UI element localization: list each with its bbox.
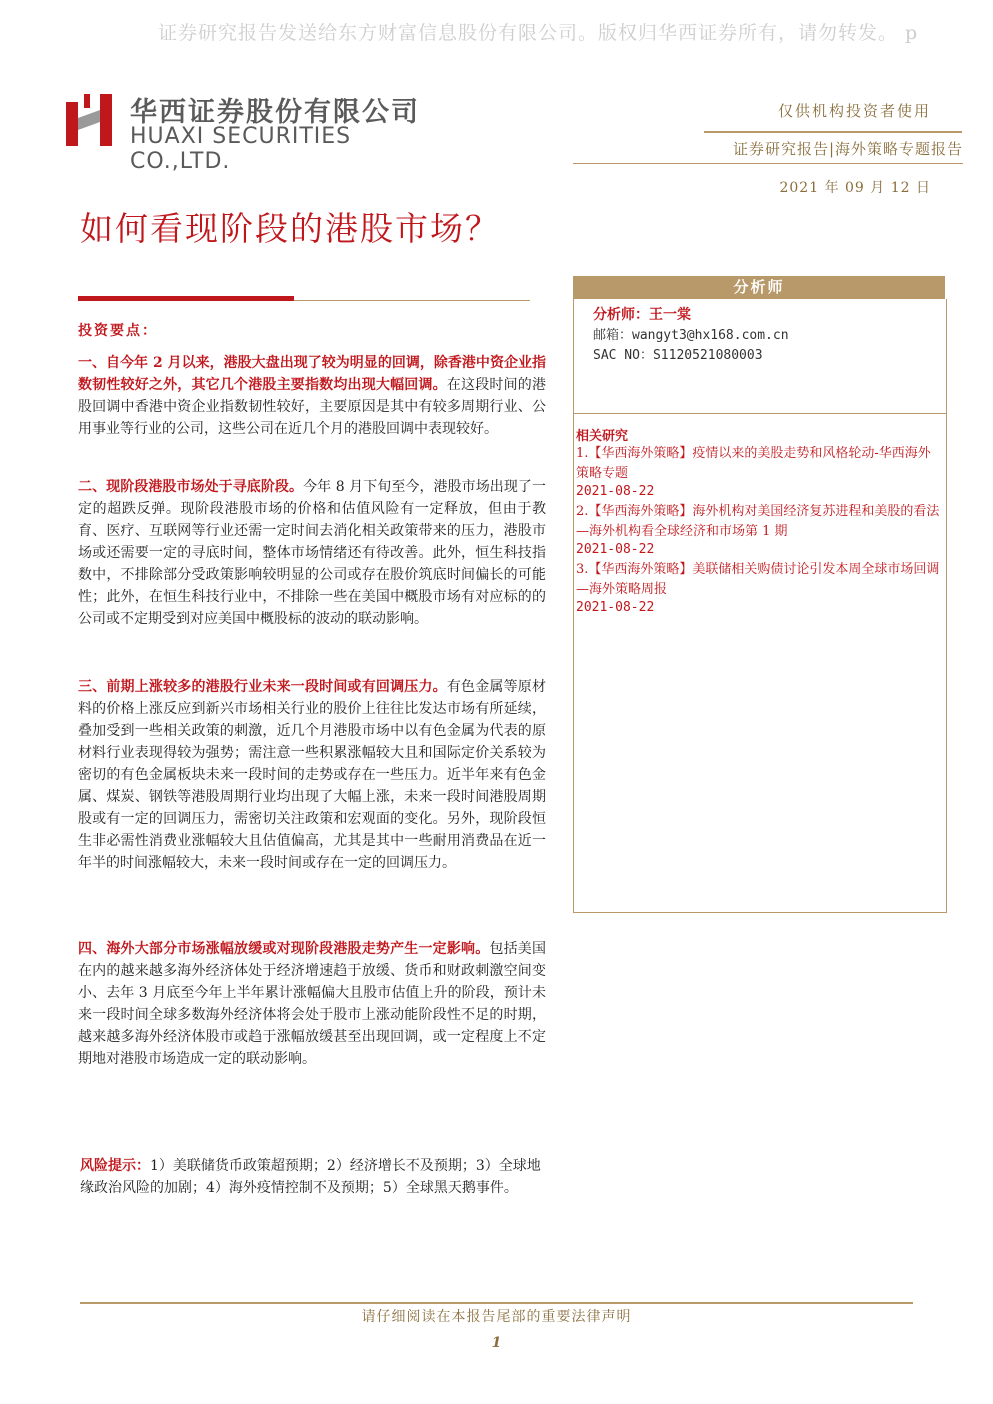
analyst-email: 邮箱：wangyt3@hx168.com.cn [593, 328, 789, 343]
title-underline-gold [294, 300, 530, 301]
related-item-2[interactable]: 2.【华西海外策略】海外机构对美国经济复苏进程和美股的看法—海外机构看全球经济和市场第 1 期 [576, 504, 940, 539]
risk-warning-text: 1）美联储货币政策超预期；2）经济增长不及预期；3）全球地缘政治风险的加剧；4）海外疫情控制不及预期；5）全球黑天鹅事件。 [80, 1158, 541, 1196]
section-4 [78, 938, 546, 1070]
related-item-1[interactable]: 1.【华西海外策略】疫情以来的美股走势和风格轮动-华西海外策略专题 [576, 446, 931, 481]
huaxi-logo-icon [64, 92, 116, 148]
company-name-cn: 华西证券股份有限公司 [130, 97, 420, 128]
section-4-heading: 四、海外大部分市场涨幅放缓或对现阶段港股走势产生一定影响。 [78, 941, 490, 957]
section-3-text: 有色金属等原材料的价格上涨反应到新兴市场相关行业的股价上往往比发达市场有所延续，叠加受到一些相关政策的刺激，近几个月港股市场中以有色金属为代表的原材料行业表现得较为强势；需注意一些积累涨幅较大且和国际定价关系较为密切的有色金属板块未来一段时间的走势或存在一些压力。近半年来有色金属、煤炭、钢铁等港股周期行业均出现了大幅上涨，未来一段时间港股周期股或有一定的回调压力，需密切关注政策和宏观面的变化。另外，现阶段恒生非必需性消费业涨幅较大且估值偏高，尤其是其中一些耐用消费品在近一年半的时间涨幅较大，未来一段时间或存在一定的回调压力。 [78, 679, 546, 871]
risk-warning [80, 1155, 550, 1199]
section-1 [78, 352, 546, 440]
section-3 [78, 676, 546, 874]
header-divider [704, 131, 962, 133]
section-1-text: 在这段时间的港股回调中香港中资企业指数韧性较好，主要原因是其中有较多周期行业、公用事业等行业的公司，这些公司在近几个月的港股回调中表现较好。 [78, 377, 546, 437]
report-title: 如何看现阶段的港股市场？ [80, 209, 500, 248]
related-item-1-date: 2021-08-22 [576, 484, 655, 499]
company-logo [60, 86, 455, 174]
related-research-heading: 相关研究 [576, 429, 629, 444]
risk-warning-label: 风险提示： [80, 1158, 150, 1174]
institutional-only-label: 仅供机构投资者使用 [777, 102, 931, 120]
related-item-3-date: 2021-08-22 [576, 600, 655, 615]
report-type-label: 证券研究报告|海外策略专题报告 [732, 140, 963, 158]
analyst-heading: 分析师 [573, 276, 945, 299]
title-underline-red [78, 296, 294, 301]
legal-notice: 请仔细阅读在本报告尾部的重要法律声明 [361, 1309, 632, 1325]
header-divider-2 [573, 163, 963, 164]
related-item-2-date: 2021-08-22 [576, 542, 655, 557]
company-name-en: HUAXI SECURITIES CO.,LTD. [130, 124, 352, 174]
key-points-heading: 投资要点： [78, 323, 158, 339]
report-date: 2021 年 09 月 12 日 [779, 180, 931, 196]
watermark: 证券研究报告发送给东方财富信息股份有限公司。版权归华西证券所有，请勿转发。 p [158, 22, 919, 44]
section-2 [78, 476, 546, 630]
section-2-text: 今年 8 月下旬至今，港股市场出现了一定的超跌反弹。现阶段港股市场的价格和估值风险有一定释放，但由于教育、医疗、互联网等行业还需一定时间去消化相关政策带来的压力，港股市场或还需要一定的寻底时间，整体市场情绪还有待改善。此外，恒生科技指数中，不排除部分受政策影响较明显的公司或存在股价筑底时间偏长的可能性；此外，在恒生科技行业中，不排除一些在美国中概股市场有对应标的的公司或不定期受到对应美国中概股标的波动的联动影响。 [78, 479, 546, 627]
section-1-heading: 一、自今年 2 月以来，港股大盘出现了较为明显的回调，除香港中资企业指数韧性较好之外，其它几个港股主要指数均出现大幅回调。 [78, 355, 546, 393]
page-number: 1 [491, 1335, 502, 1351]
footer-divider [80, 1302, 913, 1304]
section-4-text: 包括美国在内的越来越多海外经济体处于经济增速趋于放缓、货币和财政刺激空间变小、去年 3 月底至今年上半年累计涨幅偏大且股市估值上升的阶段，预计未来一段时间全球多数海外经济体将会处于股市上涨动能阶段性不足的时期，越来越多海外经济体股市或趋于涨幅放缓甚至出现回调，或一定程度上不定期地对港股市场造成一定的联动影响。 [78, 941, 546, 1067]
analyst-name: 分析师：王一棠 [593, 307, 691, 323]
section-3-heading: 三、前期上涨较多的港股行业未来一段时间或有回调压力。 [78, 679, 447, 695]
related-item-3[interactable]: 3.【华西海外策略】美联储相关购债讨论引发本周全球市场回调—海外策略周报 [576, 562, 940, 597]
analyst-sac-number: SAC NO：S1120521080003 [593, 348, 763, 363]
section-2-heading: 二、现阶段港股市场处于寻底阶段。 [78, 479, 304, 495]
